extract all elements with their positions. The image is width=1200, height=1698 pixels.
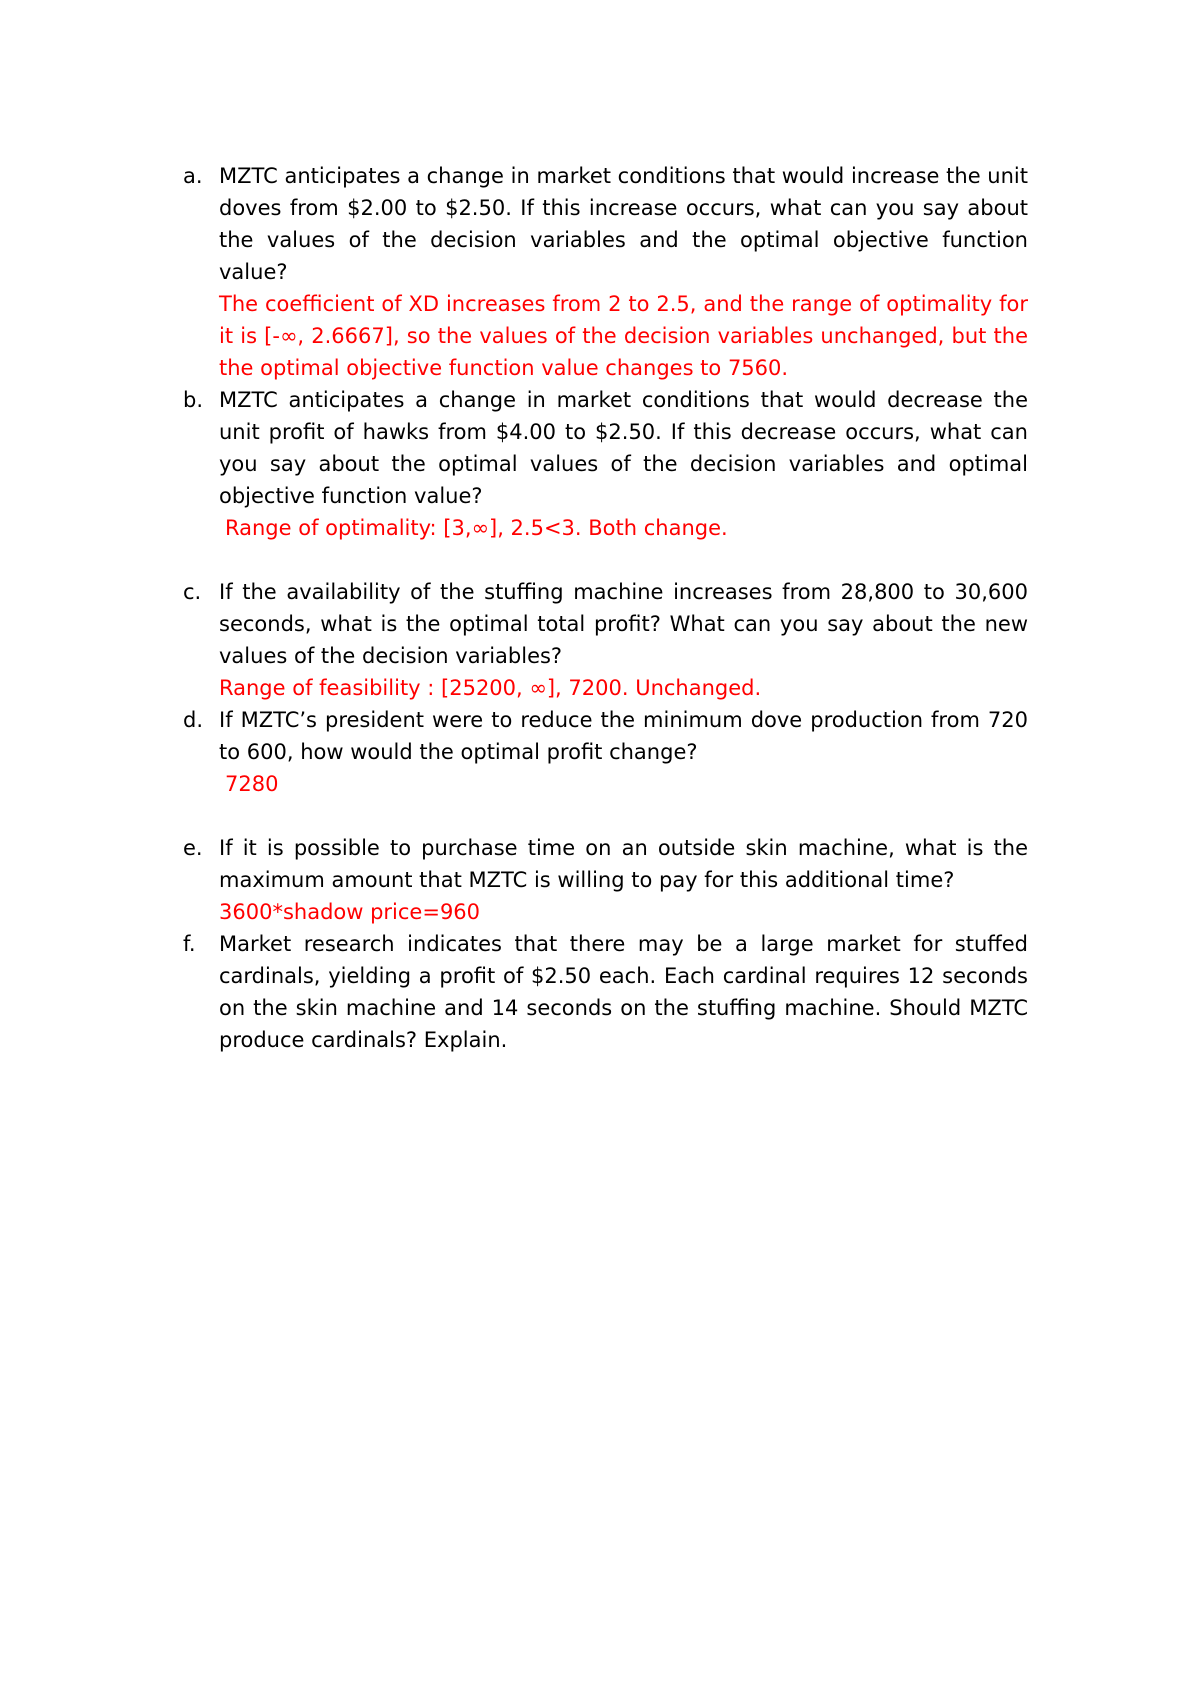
question-letter: f. bbox=[183, 932, 196, 956]
answer-text: 7280 bbox=[225, 772, 279, 796]
spacer bbox=[183, 800, 1028, 832]
answer-text: 3600*shadow price=960 bbox=[219, 900, 481, 924]
question-d bbox=[183, 704, 1028, 800]
answer-text: The coefficient of XD increases from 2 to 2.5, and the range of optimality for it is [-∞, 2.6667], so the values of the decision variables unchanged, but the the optimal objective function value changes to 7560. bbox=[219, 292, 1028, 380]
question-text: If it is possible to purchase time on an outside skin machine, what is the maximum amount that MZTC is willing to pay for this additional time? bbox=[219, 836, 1028, 892]
question-body bbox=[219, 928, 1028, 1056]
question-text: If the availability of the stuffing machine increases from 28,800 to 30,600 seconds, what is the optimal total profit? What can you say about the new values of the decision variables? bbox=[219, 580, 1028, 668]
question-body bbox=[219, 576, 1028, 704]
question-letter: b. bbox=[183, 388, 204, 412]
question-body bbox=[219, 384, 1028, 544]
question-text: Market research indicates that there may be a large market for stuffed cardinals, yielding a profit of $2.50 each. Each cardinal requires 12 seconds on the skin machine and 14 seconds on the stuffing machine. Should MZTC produce cardinals? Explain. bbox=[219, 932, 1028, 1052]
question-letter: c. bbox=[183, 580, 202, 604]
question-letter: e. bbox=[183, 836, 203, 860]
question-body bbox=[219, 704, 1028, 800]
question-letter: d. bbox=[183, 708, 204, 732]
question-body bbox=[219, 160, 1028, 384]
answer-text: Range of feasibility : [25200, ∞], 7200. Unchanged. bbox=[219, 676, 762, 700]
question-text: MZTC anticipates a change in market conditions that would decrease the unit profit of hawks from $4.00 to $2.50. If this decrease occurs, what can you say about the optimal values of the decision variables and optimal objective function value? bbox=[219, 388, 1028, 508]
question-f bbox=[183, 928, 1028, 1056]
question-text: MZTC anticipates a change in market conditions that would increase the unit doves from $2.00 to $2.50. If this increase occurs, what can you say about the values of the decision variables and the optimal objective function value? bbox=[219, 164, 1028, 284]
question-e bbox=[183, 832, 1028, 928]
question-letter: a. bbox=[183, 164, 203, 188]
question-list bbox=[183, 160, 1028, 1056]
question-c bbox=[183, 576, 1028, 704]
question-body bbox=[219, 832, 1028, 928]
spacer bbox=[183, 544, 1028, 576]
question-b bbox=[183, 384, 1028, 544]
question-a bbox=[183, 160, 1028, 384]
question-text: If MZTC’s president were to reduce the minimum dove production from 720 to 600, how would the optimal profit change? bbox=[219, 708, 1028, 764]
answer-text: Range of optimality: [3,∞], 2.5<3. Both change. bbox=[225, 516, 728, 540]
